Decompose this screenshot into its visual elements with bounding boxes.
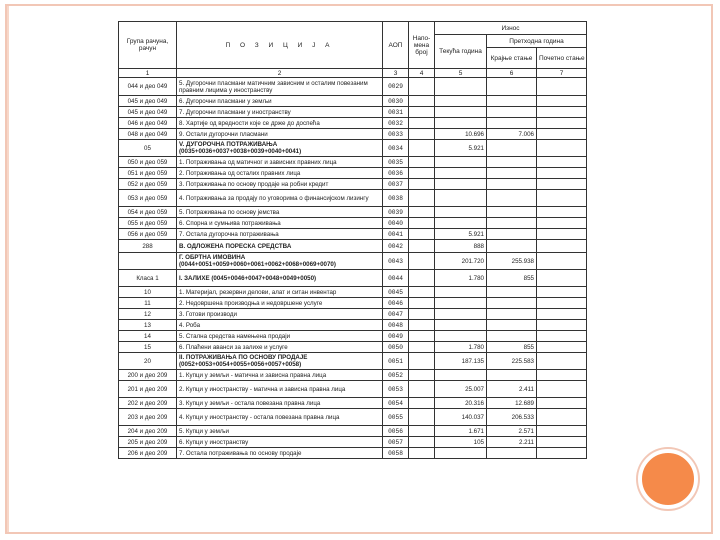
row-current-year (435, 370, 487, 381)
row-current-year (435, 331, 487, 342)
row-opening-balance (537, 129, 587, 140)
row-group: 053 и део 059 (119, 190, 177, 207)
row-opening-balance (537, 157, 587, 168)
row-current-year: 10.696 (435, 129, 487, 140)
row-current-year: 140.037 (435, 409, 487, 426)
row-note (409, 253, 435, 270)
row-closing-balance (487, 309, 537, 320)
table-row (119, 409, 587, 426)
row-group: 200 и део 209 (119, 370, 177, 381)
row-opening-balance (537, 179, 587, 190)
header-current-year: Текућа година (435, 35, 487, 69)
table-row (119, 157, 587, 168)
table-row (119, 253, 587, 270)
row-note (409, 398, 435, 409)
table-row (119, 426, 587, 437)
row-position: 6. Спорна и сумњива потраживања (177, 218, 383, 229)
row-group: 050 и део 059 (119, 157, 177, 168)
table-row (119, 168, 587, 179)
row-opening-balance (537, 218, 587, 229)
row-position: 5. Стална средства намењена продаји (177, 331, 383, 342)
table-row (119, 240, 587, 253)
table-row (119, 190, 587, 207)
table-header-row (119, 22, 587, 35)
column-number-row: 1 2 3 4 5 6 7 (119, 69, 587, 78)
row-adp: 0029 (383, 78, 409, 96)
row-adp: 0032 (383, 118, 409, 129)
table-row (119, 331, 587, 342)
row-note (409, 353, 435, 370)
row-note (409, 179, 435, 190)
row-current-year (435, 448, 487, 459)
row-group: 15 (119, 342, 177, 353)
row-group: 20 (119, 353, 177, 370)
row-current-year: 1.671 (435, 426, 487, 437)
row-adp: 0038 (383, 190, 409, 207)
row-note (409, 240, 435, 253)
table-row (119, 96, 587, 107)
row-note (409, 157, 435, 168)
row-position: 3. Купци у земљи - остала повезана правна лица (177, 398, 383, 409)
row-current-year (435, 179, 487, 190)
row-note (409, 331, 435, 342)
row-closing-balance (487, 207, 537, 218)
row-closing-balance: 2.571 (487, 426, 537, 437)
decorative-orange-circle (638, 449, 698, 509)
row-note (409, 409, 435, 426)
row-current-year: 1.780 (435, 270, 487, 287)
header-adp: АОП (383, 22, 409, 69)
header-opening-balance: Почетно стање (537, 48, 587, 69)
row-note (409, 190, 435, 207)
table-row (119, 270, 587, 287)
row-position: 6. Купци у иностранству (177, 437, 383, 448)
row-closing-balance: 2.411 (487, 381, 537, 398)
row-opening-balance (537, 240, 587, 253)
row-opening-balance (537, 370, 587, 381)
row-note (409, 437, 435, 448)
row-position: 8. Хартије од вредности које се држе до доспећа (177, 118, 383, 129)
row-adp: 0058 (383, 448, 409, 459)
row-position: 1. Купци у земљи - матична и зависна правна лица (177, 370, 383, 381)
row-adp: 0055 (383, 409, 409, 426)
row-group (119, 253, 177, 270)
balance-sheet-document (118, 21, 586, 521)
row-position: 5. Купци у земљи (177, 426, 383, 437)
row-group: 206 и део 209 (119, 448, 177, 459)
row-current-year (435, 309, 487, 320)
row-current-year (435, 78, 487, 96)
row-current-year (435, 298, 487, 309)
row-opening-balance (537, 168, 587, 179)
table-row (119, 179, 587, 190)
row-note (409, 320, 435, 331)
row-adp: 0044 (383, 270, 409, 287)
row-position: 2. Купци у иностранству - матична и зависна правна лица (177, 381, 383, 398)
row-closing-balance: 2.211 (487, 437, 537, 448)
balance-sheet-table (118, 21, 587, 459)
row-adp: 0043 (383, 253, 409, 270)
row-position: 6. Плаћени аванси за залихе и услуге (177, 342, 383, 353)
table-row (119, 129, 587, 140)
table-row (119, 448, 587, 459)
table-row (119, 118, 587, 129)
table-row (119, 353, 587, 370)
row-closing-balance (487, 78, 537, 96)
row-opening-balance (537, 342, 587, 353)
row-current-year (435, 168, 487, 179)
row-opening-balance (537, 309, 587, 320)
header-group: Група рачуна, рачун (119, 22, 177, 69)
row-position: I. ЗАЛИХЕ (0045+0046+0047+0048+0049+0050) (177, 270, 383, 287)
row-group: 044 и део 049 (119, 78, 177, 96)
row-group: 203 и део 209 (119, 409, 177, 426)
row-current-year: 25.007 (435, 381, 487, 398)
row-closing-balance (487, 140, 537, 157)
row-adp: 0039 (383, 207, 409, 218)
row-closing-balance (487, 287, 537, 298)
row-closing-balance: 7.006 (487, 129, 537, 140)
row-adp: 0047 (383, 309, 409, 320)
row-adp: 0049 (383, 331, 409, 342)
row-note (409, 78, 435, 96)
table-row (119, 309, 587, 320)
row-adp: 0035 (383, 157, 409, 168)
row-adp: 0040 (383, 218, 409, 229)
row-current-year (435, 107, 487, 118)
row-adp: 0030 (383, 96, 409, 107)
row-current-year: 187.135 (435, 353, 487, 370)
row-adp: 0045 (383, 287, 409, 298)
row-opening-balance (537, 437, 587, 448)
row-closing-balance (487, 331, 537, 342)
table-row (119, 229, 587, 240)
row-opening-balance (537, 78, 587, 96)
row-opening-balance (537, 353, 587, 370)
row-opening-balance (537, 320, 587, 331)
row-closing-balance (487, 240, 537, 253)
row-position: 3. Готови производи (177, 309, 383, 320)
row-opening-balance (537, 118, 587, 129)
row-position: 2. Недовршена производња и недовршене услуге (177, 298, 383, 309)
row-position: В. ОДЛОЖЕНА ПОРЕСКА СРЕДСТВА (177, 240, 383, 253)
row-opening-balance (537, 426, 587, 437)
row-current-year: 105 (435, 437, 487, 448)
row-note (409, 118, 435, 129)
row-note (409, 298, 435, 309)
row-closing-balance (487, 229, 537, 240)
row-note (409, 342, 435, 353)
row-position: 4. Роба (177, 320, 383, 331)
table-row (119, 207, 587, 218)
row-opening-balance (537, 190, 587, 207)
row-position: 6. Дугорочни пласмани у земљи (177, 96, 383, 107)
row-adp: 0046 (383, 298, 409, 309)
row-note (409, 426, 435, 437)
row-position: II. ПОТРАЖИВАЊА ПО ОСНОВУ ПРОДАЈЕ (0052+0053+0054+0055+0056+0057+0058) (177, 353, 383, 370)
row-adp: 0051 (383, 353, 409, 370)
row-note (409, 129, 435, 140)
row-opening-balance (537, 398, 587, 409)
row-position: 7. Остала потраживања по основу продаје (177, 448, 383, 459)
row-closing-balance (487, 448, 537, 459)
table-row (119, 381, 587, 398)
row-closing-balance: 855 (487, 342, 537, 353)
row-closing-balance (487, 179, 537, 190)
table-row (119, 320, 587, 331)
row-closing-balance (487, 218, 537, 229)
row-adp: 0031 (383, 107, 409, 118)
row-adp: 0056 (383, 426, 409, 437)
row-note (409, 207, 435, 218)
row-note (409, 96, 435, 107)
row-closing-balance (487, 118, 537, 129)
row-opening-balance (537, 96, 587, 107)
row-opening-balance (537, 381, 587, 398)
header-previous-year: Претходна година (487, 35, 587, 48)
row-adp: 0041 (383, 229, 409, 240)
row-adp: 0050 (383, 342, 409, 353)
row-position: 1. Потраживања од матичног и зависних правних лица (177, 157, 383, 168)
row-group: 056 и део 059 (119, 229, 177, 240)
row-closing-balance: 225.583 (487, 353, 537, 370)
header-closing-balance: Крајње стање (487, 48, 537, 69)
table-row (119, 342, 587, 353)
row-group: 12 (119, 309, 177, 320)
row-group: 05 (119, 140, 177, 157)
row-note (409, 448, 435, 459)
row-group: 11 (119, 298, 177, 309)
table-row (119, 140, 587, 157)
row-group: 048 и део 049 (119, 129, 177, 140)
row-current-year (435, 287, 487, 298)
row-group: 054 и део 059 (119, 207, 177, 218)
row-group: 13 (119, 320, 177, 331)
row-current-year: 201.720 (435, 253, 487, 270)
row-opening-balance (537, 140, 587, 157)
row-adp: 0053 (383, 381, 409, 398)
row-group: 055 и део 059 (119, 218, 177, 229)
row-position: 7. Дугорочни пласмани у иностранству (177, 107, 383, 118)
row-group: 14 (119, 331, 177, 342)
row-note (409, 229, 435, 240)
row-current-year: 5.921 (435, 140, 487, 157)
row-opening-balance (537, 448, 587, 459)
row-group: 046 и део 049 (119, 118, 177, 129)
table-body (119, 78, 587, 459)
row-group: 205 и део 209 (119, 437, 177, 448)
row-note (409, 370, 435, 381)
row-current-year (435, 320, 487, 331)
table-row (119, 398, 587, 409)
table-row (119, 370, 587, 381)
row-opening-balance (537, 298, 587, 309)
row-current-year: 5.921 (435, 229, 487, 240)
table-row (119, 437, 587, 448)
row-adp: 0057 (383, 437, 409, 448)
row-closing-balance (487, 96, 537, 107)
row-group: 10 (119, 287, 177, 298)
row-position: 5. Дугорочни пласмани матичним зависним и осталим повезаним правним лицима у иностранству (177, 78, 383, 96)
row-note (409, 270, 435, 287)
row-closing-balance (487, 157, 537, 168)
row-note (409, 168, 435, 179)
row-closing-balance (487, 168, 537, 179)
row-opening-balance (537, 287, 587, 298)
table-row (119, 287, 587, 298)
row-position: 4. Купци у иностранству - остала повезана правна лица (177, 409, 383, 426)
row-group: 201 и део 209 (119, 381, 177, 398)
row-note (409, 218, 435, 229)
row-group: 051 и део 059 (119, 168, 177, 179)
row-adp: 0048 (383, 320, 409, 331)
row-adp: 0054 (383, 398, 409, 409)
row-note (409, 287, 435, 298)
row-current-year (435, 96, 487, 107)
row-adp: 0037 (383, 179, 409, 190)
row-adp: 0052 (383, 370, 409, 381)
row-position: 1. Материјал, резервни делови, алат и ситан инвентар (177, 287, 383, 298)
row-group: 045 и део 049 (119, 107, 177, 118)
row-adp: 0042 (383, 240, 409, 253)
table-row (119, 218, 587, 229)
row-position: 5. Потраживања по основу јемства (177, 207, 383, 218)
row-note (409, 107, 435, 118)
row-closing-balance (487, 298, 537, 309)
row-position: 2. Потраживања од осталих правних лица (177, 168, 383, 179)
row-closing-balance (487, 107, 537, 118)
table-row (119, 298, 587, 309)
row-adp: 0033 (383, 129, 409, 140)
row-current-year (435, 190, 487, 207)
row-adp: 0034 (383, 140, 409, 157)
row-group: 204 и део 209 (119, 426, 177, 437)
row-current-year: 20.316 (435, 398, 487, 409)
row-opening-balance (537, 229, 587, 240)
row-note (409, 309, 435, 320)
row-current-year: 888 (435, 240, 487, 253)
row-current-year (435, 157, 487, 168)
row-closing-balance (487, 320, 537, 331)
header-note: Напо-мена број (409, 22, 435, 69)
row-position: Г. ОБРТНА ИМОВИНА (0044+0051+0059+0060+0061+0062+0068+0069+0070) (177, 253, 383, 270)
row-position: 9. Остали дугорочни пласмани (177, 129, 383, 140)
row-closing-balance (487, 370, 537, 381)
row-group: 052 и део 059 (119, 179, 177, 190)
row-opening-balance (537, 331, 587, 342)
row-note (409, 381, 435, 398)
row-current-year (435, 118, 487, 129)
header-position: П О З И Ц И Ј А (177, 22, 383, 69)
row-closing-balance: 12.689 (487, 398, 537, 409)
row-closing-balance: 206.533 (487, 409, 537, 426)
row-opening-balance (537, 107, 587, 118)
row-current-year (435, 207, 487, 218)
row-opening-balance (537, 270, 587, 287)
row-group: 045 и део 049 (119, 96, 177, 107)
table-row (119, 78, 587, 96)
row-position: 4. Потраживања за продају по уговорима о финансијском лизингу (177, 190, 383, 207)
row-group: Класа 1 (119, 270, 177, 287)
row-closing-balance (487, 190, 537, 207)
row-group: 288 (119, 240, 177, 253)
row-closing-balance: 255.938 (487, 253, 537, 270)
row-current-year (435, 218, 487, 229)
row-note (409, 140, 435, 157)
row-adp: 0036 (383, 168, 409, 179)
row-current-year: 1.780 (435, 342, 487, 353)
row-position: 3. Потраживања по основу продаје на робни кредит (177, 179, 383, 190)
row-group: 202 и део 209 (119, 398, 177, 409)
row-position: V. ДУГОРОЧНА ПОТРАЖИВАЊА (0035+0036+0037+0038+0039+0040+0041) (177, 140, 383, 157)
row-opening-balance (537, 409, 587, 426)
row-position: 7. Остала дугорочна потраживања (177, 229, 383, 240)
header-amount: Износ (435, 22, 587, 35)
row-closing-balance: 855 (487, 270, 537, 287)
table-row (119, 107, 587, 118)
row-opening-balance (537, 207, 587, 218)
row-opening-balance (537, 253, 587, 270)
